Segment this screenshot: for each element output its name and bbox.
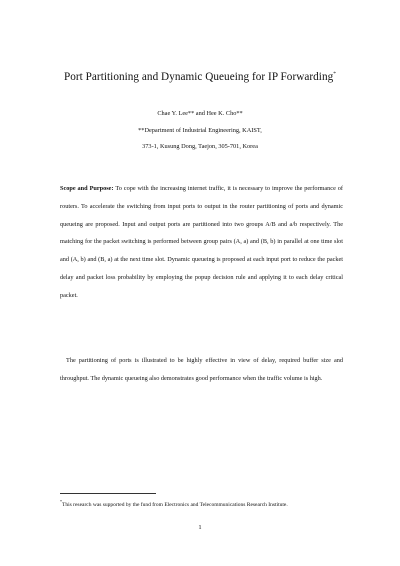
paper-title (0, 71, 400, 83)
footnote (60, 499, 288, 508)
abstract-lead-heading: Scope and Purpose: (60, 185, 114, 192)
page-number: 1 (198, 524, 202, 531)
title-footnote-mark: * (333, 71, 337, 77)
author-affiliation: **Department of Industrial Engineering, KAIST, (138, 127, 262, 134)
footnote-text: This research was supported by the fund from Electronics and Telecommunications Research Institute. (62, 502, 288, 508)
abstract-paragraph-1 (60, 180, 343, 305)
paper-title-text: Port Partitioning and Dynamic Queueing for IP Forwarding (63, 71, 334, 83)
abstract-paragraph-2: The partitioning of ports is illustrated to be highly effective in view of delay, required buffer size and throughput. The dynamic queueing also demonstrates good performance when the traffic volume is high. (60, 357, 343, 382)
abstract-paragraph-1-text: To cope with the increasing internet traffic, it is necessary to improve the performance of routers. To accelerate the switching from input ports to output in the router partitioning of ports and dynamic queueing are proposed. Input and output ports are partitioned into two groups A/B and a/b respectively. The matching for the packet switching is performed between group pairs (A, a) and (B, b) in parallel at one time slot and (A, b) and (B, a) at the next time slot. Dynamic queueing is proposed at each input port to reduce the packet delay and packet loss probability by employing the popup decision rule and applying it to each delay critical packet. (60, 185, 343, 299)
footnote-separator (60, 493, 156, 494)
footnote-mark: * (60, 499, 62, 504)
author-address: 373-1, Kusung Dong, Taejon, 305-701, Korea (142, 143, 258, 150)
author-names: Chae Y. Lee** and Hee K. Cho** (157, 110, 243, 117)
